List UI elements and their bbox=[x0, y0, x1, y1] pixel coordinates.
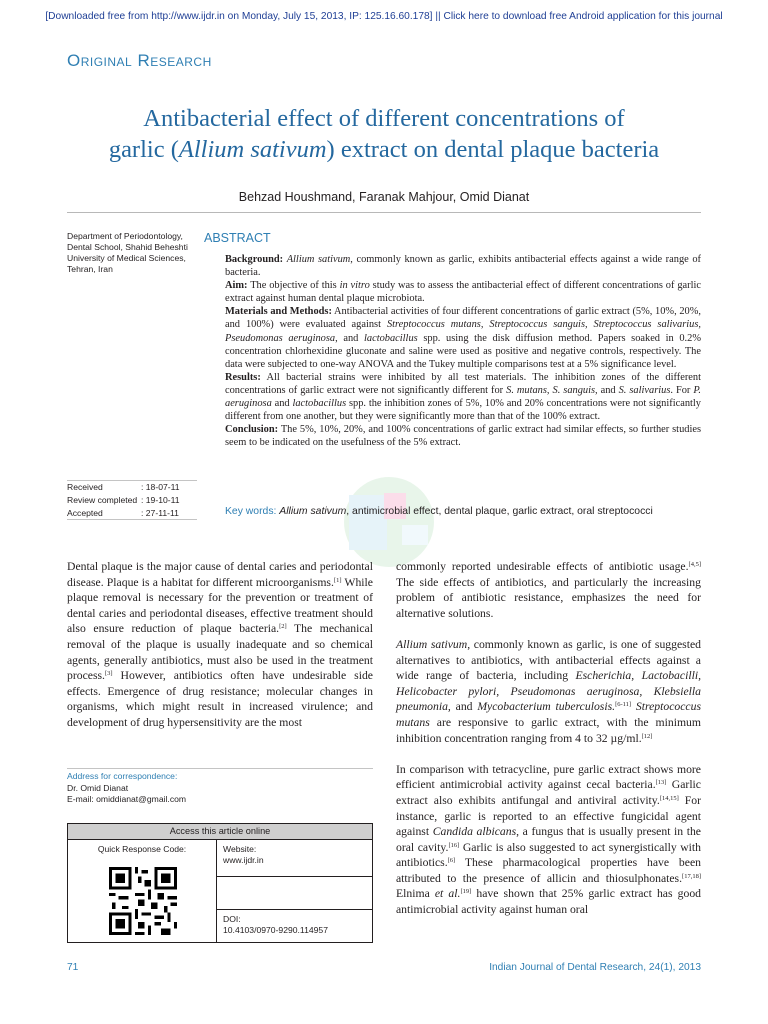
methods-text: Antibacterial activities of four different concentrations of garlic extract (5%, 10%, 20%, and 100%) were evaluated against bbox=[225, 306, 701, 331]
body-text: However, antibiotics often have undesirable side effects. Emergence of drug resistance; molecular changes in organisms, which might result in increased virulence; and development of drug hypersensitivity are the most bbox=[67, 669, 373, 729]
doi-value[interactable]: 10.4103/0970-9290.114957 bbox=[223, 924, 328, 935]
citation[interactable]: [14,15] bbox=[659, 794, 679, 802]
citation[interactable]: [2] bbox=[279, 623, 287, 631]
abstract-results bbox=[225, 371, 701, 423]
abstract-background bbox=[225, 253, 701, 279]
article-title bbox=[40, 103, 728, 165]
website-cell bbox=[217, 840, 372, 877]
results-species: S. mutans, S. sanguis, bbox=[506, 384, 598, 396]
abstract-aim bbox=[225, 279, 701, 305]
doi-cell bbox=[217, 910, 372, 942]
date-value: : 27-11-11 bbox=[141, 507, 179, 518]
date-value: : 19-10-11 bbox=[141, 494, 180, 505]
abstract-body bbox=[225, 253, 701, 449]
body-text: The side effects of antibiotics, and particularly the increasing problem of antibiotic resistance, emphasizes the need for alternative solutions. bbox=[396, 575, 701, 620]
correspondence-rule bbox=[67, 768, 373, 769]
body-text: Garlic is also suggested to act synergistically with antibiotics. bbox=[396, 840, 701, 870]
website-label: Website: bbox=[223, 844, 257, 854]
title-line-2-end: ) extract on dental plaque bacteria bbox=[326, 136, 660, 163]
body-left-column bbox=[67, 559, 373, 731]
conclusion-text: The 5%, 10%, 20%, and 100% concentrations of garlic extract had similar effects, so further studies seem to be indicated on the usefulness of the 5% extract. bbox=[225, 424, 701, 449]
qr-code-icon[interactable] bbox=[109, 865, 177, 937]
body-text: , commonly known as garlic, is one of suggested alternatives to antibiotics, with antibacterial effects against a wide range of bacteria, including bbox=[396, 637, 701, 683]
background-text: , commonly known as garlic, exhibits antibacterial effects against a wide range of bacteria. bbox=[225, 254, 701, 279]
body-text: are responsive to garlic extract, with the minimum inhibition concentration ranging from 4 to 32 µg/ml. bbox=[396, 715, 701, 745]
aim-italic: in vitro bbox=[339, 280, 370, 292]
body-paragraph bbox=[396, 637, 701, 746]
methods-text: , and bbox=[335, 332, 364, 344]
body-italic: Streptococcus mutans bbox=[396, 700, 702, 729]
correspondence bbox=[67, 771, 373, 806]
results-species: P. aeruginosa bbox=[225, 384, 701, 410]
body-text: Elnima bbox=[396, 887, 435, 901]
keywords-species: Allium sativum bbox=[279, 506, 347, 517]
results-text: and bbox=[271, 398, 293, 410]
body-italic: Allium sativum bbox=[396, 637, 468, 651]
aim-text: study was to assess the antibacterial effect of different concentrations of garlic extract against human dental plaque microbiota. bbox=[225, 280, 701, 305]
citation[interactable]: [17,18] bbox=[682, 872, 701, 880]
results-species: lactobacillus bbox=[292, 398, 347, 410]
aim-text: The objective of this bbox=[247, 280, 340, 292]
abstract-methods bbox=[225, 305, 701, 370]
citation[interactable]: [4,5] bbox=[688, 561, 701, 568]
date-row bbox=[67, 481, 197, 494]
citation[interactable]: [12] bbox=[641, 732, 653, 740]
affiliation-line: Department of Periodontology, bbox=[67, 231, 183, 241]
results-species: S. salivarius bbox=[618, 384, 671, 396]
keywords bbox=[225, 506, 701, 517]
date-value: : 18-07-11 bbox=[141, 482, 180, 492]
affiliation-line: Tehran, Iran bbox=[67, 264, 113, 274]
date-label: Received bbox=[67, 482, 103, 492]
body-text: commonly reported undesirable effects of antibiotic usage. bbox=[396, 560, 689, 573]
correspondence-email[interactable]: E-mail: omiddianat@gmail.com bbox=[67, 794, 187, 805]
citation[interactable]: [1] bbox=[333, 576, 342, 584]
journal-footer: Indian Journal of Dental Research, 24(1), 2013 bbox=[489, 962, 701, 973]
results-text: spp. the inhibition zones of 5%, 10% and 20% concentrations were not significantly different from one another, but they were significantly more than that of the 100% extract. bbox=[225, 398, 702, 423]
qr-cell bbox=[68, 840, 217, 942]
results-label: Results: bbox=[225, 371, 261, 383]
access-header: Access this article online bbox=[68, 824, 372, 840]
methods-species: Streptococcus mutans, Streptococcus sanguis, Streptococcus salivarius, Pseudomonas aeruginosa bbox=[225, 319, 701, 344]
citation[interactable]: [16] bbox=[448, 841, 460, 849]
article-dates bbox=[67, 480, 197, 520]
title-line-2-start: garlic ( bbox=[108, 136, 179, 163]
access-article-box bbox=[67, 823, 373, 943]
body-paragraph bbox=[67, 559, 373, 731]
authors: Behzad Houshmand, Faranak Mahjour, Omid Dianat bbox=[238, 190, 530, 204]
website-link[interactable]: www.ijdr.in bbox=[223, 854, 264, 865]
date-row bbox=[67, 494, 197, 507]
conclusion-label: Conclusion: bbox=[225, 424, 279, 436]
body-text: have shown that 25% garlic extract has good antimicrobial activity against human oral bbox=[396, 887, 702, 917]
body-text: and bbox=[450, 700, 478, 714]
body-text: These pharmacological properties have been attributed to the presence of allicin and thiosulphonates. bbox=[396, 856, 701, 885]
citation[interactable]: [19] bbox=[460, 888, 472, 896]
citation[interactable]: [6-11] bbox=[615, 701, 632, 709]
title-divider bbox=[67, 212, 701, 213]
date-row bbox=[67, 507, 197, 520]
body-text: For instance, garlic is reported to an effective fungicidal agent against bbox=[396, 793, 701, 839]
dates-bottom-rule bbox=[67, 519, 197, 520]
background-label: Background: bbox=[225, 254, 284, 265]
results-text: All bacterial strains were inhibited by all test materials. The inhibition zones of the different concentrations of garlic extract were not significantly different for bbox=[225, 371, 701, 396]
correspondence-heading: Address for correspondence: bbox=[67, 771, 178, 781]
body-text: While plaque removal is necessary for the prevention or treatment of dental caries and periodontal diseases, effective treatment should also ensure reduction of plaque bacteria. bbox=[67, 575, 373, 636]
abstract-heading: ABSTRACT bbox=[204, 231, 271, 245]
body-italic: et al. bbox=[434, 887, 461, 901]
blank-cell bbox=[217, 877, 372, 910]
affiliation bbox=[67, 231, 197, 275]
background-species: Allium sativum bbox=[286, 254, 351, 265]
methods-species: lactobacillus bbox=[364, 332, 418, 344]
results-text: . For bbox=[670, 384, 694, 396]
citation[interactable]: [3] bbox=[104, 670, 113, 678]
affiliation-line: University of Medical Sciences, bbox=[67, 253, 186, 263]
body-right-column bbox=[396, 559, 701, 918]
aim-label: Aim: bbox=[225, 280, 248, 292]
page-number: 71 bbox=[67, 962, 79, 973]
body-text: Dental plaque is the major cause of dental caries and periodontal disease. Plaque is a habitat for different microorganisms. bbox=[67, 560, 373, 589]
abstract-conclusion bbox=[225, 423, 701, 449]
body-text: , a fungus that is usually present in the oral cavity. bbox=[396, 825, 701, 854]
body-italic: Escherichia, Lactobacilli, Helicobacter pylori, Pseudomonas aeruginosa, Klebsiella pneumonia, bbox=[396, 669, 702, 714]
body-text: In comparison with tetracycline, pure garlic extract shows more efficient antimicrobial activity against cecal bacteria. bbox=[396, 762, 701, 792]
body-italic: Candida albicans bbox=[432, 825, 517, 839]
section-label: Original Research bbox=[67, 51, 212, 70]
methods-text: spp. using the disk diffusion method. Papers soaked in 0.2% concentration chlorhexidine gluconate and saline were used as positive and negative controls, respectively. The data were subjected to one-way ANOVA and the Tukey multiple comparisons test at a 5% significance level. bbox=[225, 332, 702, 370]
keywords-text: , antimicrobial effect, dental plaque, garlic extract, oral streptococci bbox=[346, 506, 653, 517]
citation[interactable]: [13] bbox=[655, 779, 667, 787]
date-label: Accepted bbox=[67, 507, 103, 518]
results-text: and bbox=[597, 384, 619, 396]
title-species: Allium sativum bbox=[178, 136, 327, 163]
citation[interactable]: [6] bbox=[447, 857, 456, 865]
download-banner[interactable]: [Downloaded free from http://www.ijdr.in on Monday, July 15, 2013, IP: 125.16.60.178] || Click here to download free Android application for this journal bbox=[45, 11, 723, 22]
body-text: The mechanical removal of the plaque is usually inadequate and so chemical agents, generally antibiotics, must also be used in the treatment process. bbox=[67, 622, 373, 683]
qr-label: Quick Response Code: bbox=[97, 844, 187, 854]
correspondence-name: Dr. Omid Dianat bbox=[67, 782, 129, 793]
methods-label: Materials and Methods: bbox=[225, 306, 332, 318]
body-text: Garlic extract also exhibits antifungal and antiviral activity. bbox=[396, 778, 701, 807]
doi-label: DOI: bbox=[223, 914, 241, 924]
title-line-1: Antibacterial effect of different concentrations of bbox=[143, 105, 625, 132]
body-paragraph bbox=[396, 559, 701, 621]
date-label: Review completed bbox=[67, 494, 138, 505]
body-italic: Mycobacterium tuberculosis. bbox=[477, 700, 616, 714]
body-paragraph bbox=[396, 762, 701, 918]
affiliation-line: Dental School, Shahid Beheshti bbox=[67, 242, 188, 252]
keywords-label: Key words: bbox=[225, 506, 280, 517]
